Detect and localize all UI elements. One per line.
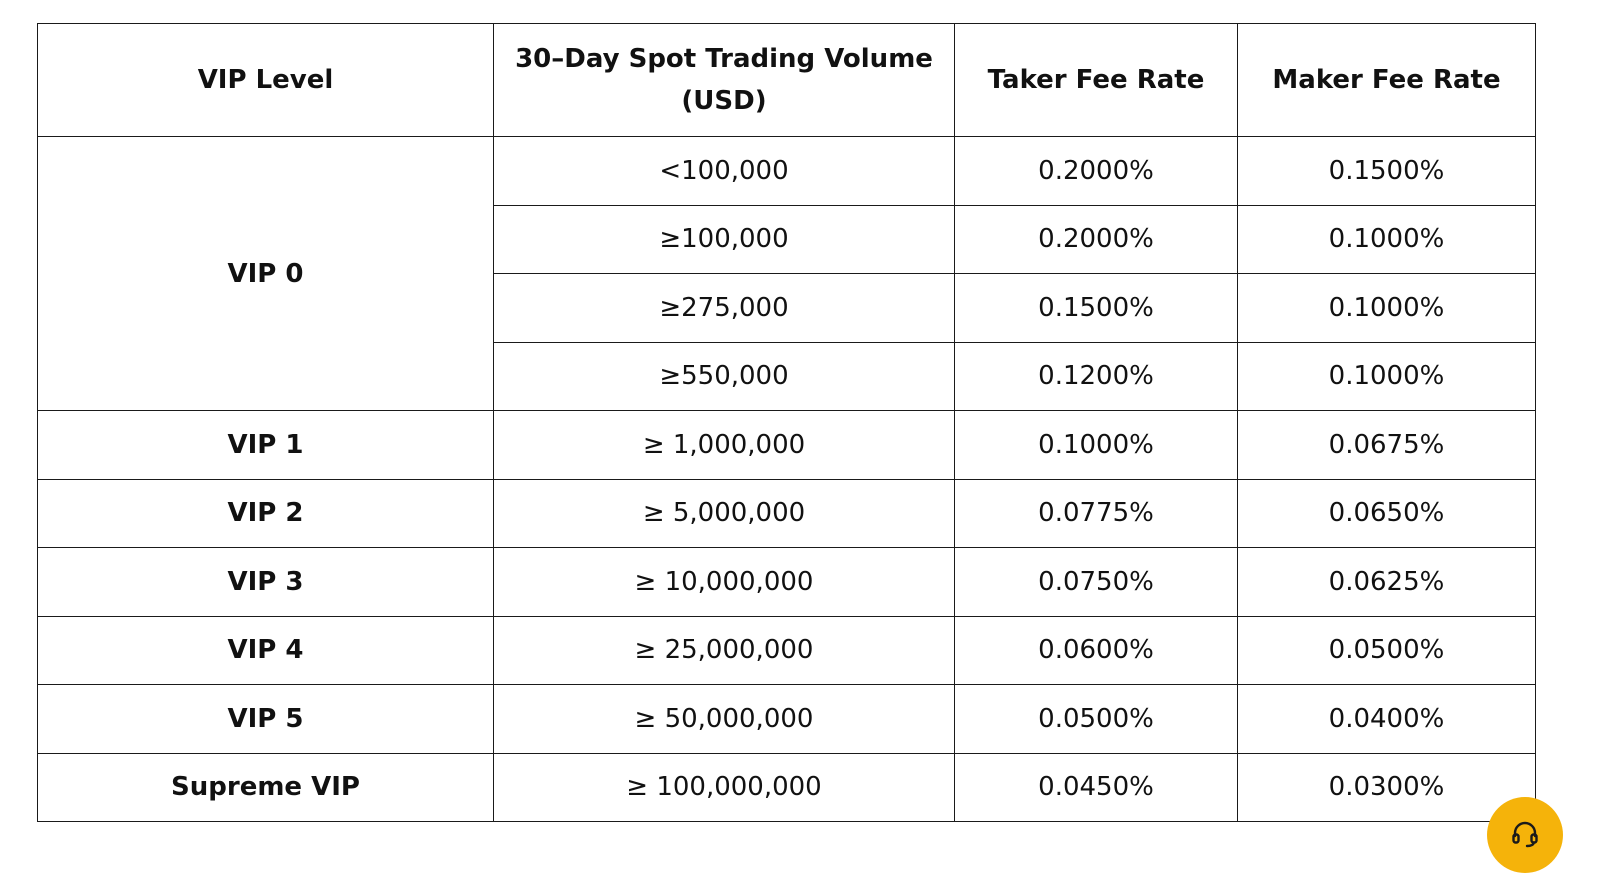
maker-fee-cell: 0.0400% (1238, 685, 1536, 754)
volume-cell: ≥ 5,000,000 (494, 479, 955, 548)
volume-cell: ≥275,000 (494, 274, 955, 343)
vip-level-cell: VIP 1 (38, 411, 494, 480)
fee-schedule-table-container (37, 23, 1535, 822)
taker-fee-cell: 0.2000% (955, 205, 1238, 274)
maker-fee-cell: 0.0650% (1238, 479, 1536, 548)
taker-fee-cell: 0.1000% (955, 411, 1238, 480)
volume-cell: <100,000 (494, 137, 955, 206)
vip-level-cell: VIP 5 (38, 685, 494, 754)
maker-fee-cell: 0.1000% (1238, 274, 1536, 343)
header-vip-level: VIP Level (38, 24, 494, 137)
taker-fee-cell: 0.0750% (955, 548, 1238, 617)
table-row (38, 753, 1536, 822)
volume-cell: ≥ 10,000,000 (494, 548, 955, 617)
vip-level-cell: VIP 3 (38, 548, 494, 617)
header-trading-volume (494, 24, 955, 137)
header-trading-volume-line1: 30–Day Spot Trading Volume (515, 44, 933, 74)
taker-fee-cell: 0.0500% (955, 685, 1238, 754)
table-row (38, 616, 1536, 685)
vip-level-cell: VIP 4 (38, 616, 494, 685)
taker-fee-cell: 0.2000% (955, 137, 1238, 206)
headset-icon (1509, 819, 1541, 851)
table-header-row (38, 24, 1536, 137)
maker-fee-cell: 0.0675% (1238, 411, 1536, 480)
volume-cell: ≥ 100,000,000 (494, 753, 955, 822)
customer-support-button[interactable] (1487, 797, 1563, 873)
header-taker-fee: Taker Fee Rate (955, 24, 1238, 137)
vip-level-cell: Supreme VIP (38, 753, 494, 822)
table-row (38, 137, 1536, 206)
table-row (38, 548, 1536, 617)
volume-cell: ≥ 50,000,000 (494, 685, 955, 754)
volume-cell: ≥ 1,000,000 (494, 411, 955, 480)
vip-level-cell: VIP 2 (38, 479, 494, 548)
maker-fee-cell: 0.1000% (1238, 342, 1536, 411)
volume-cell: ≥ 25,000,000 (494, 616, 955, 685)
table-row (38, 479, 1536, 548)
fee-schedule-table (37, 23, 1536, 822)
table-row (38, 685, 1536, 754)
maker-fee-cell: 0.0500% (1238, 616, 1536, 685)
header-maker-fee: Maker Fee Rate (1238, 24, 1536, 137)
vip-level-cell: VIP 0 (38, 137, 494, 411)
taker-fee-cell: 0.0600% (955, 616, 1238, 685)
taker-fee-cell: 0.0775% (955, 479, 1238, 548)
maker-fee-cell: 0.0625% (1238, 548, 1536, 617)
header-trading-volume-line2: (USD) (681, 86, 767, 116)
taker-fee-cell: 0.1200% (955, 342, 1238, 411)
maker-fee-cell: 0.1500% (1238, 137, 1536, 206)
taker-fee-cell: 0.0450% (955, 753, 1238, 822)
volume-cell: ≥550,000 (494, 342, 955, 411)
table-row (38, 411, 1536, 480)
volume-cell: ≥100,000 (494, 205, 955, 274)
taker-fee-cell: 0.1500% (955, 274, 1238, 343)
maker-fee-cell: 0.1000% (1238, 205, 1536, 274)
maker-fee-cell: 0.0300% (1238, 753, 1536, 822)
